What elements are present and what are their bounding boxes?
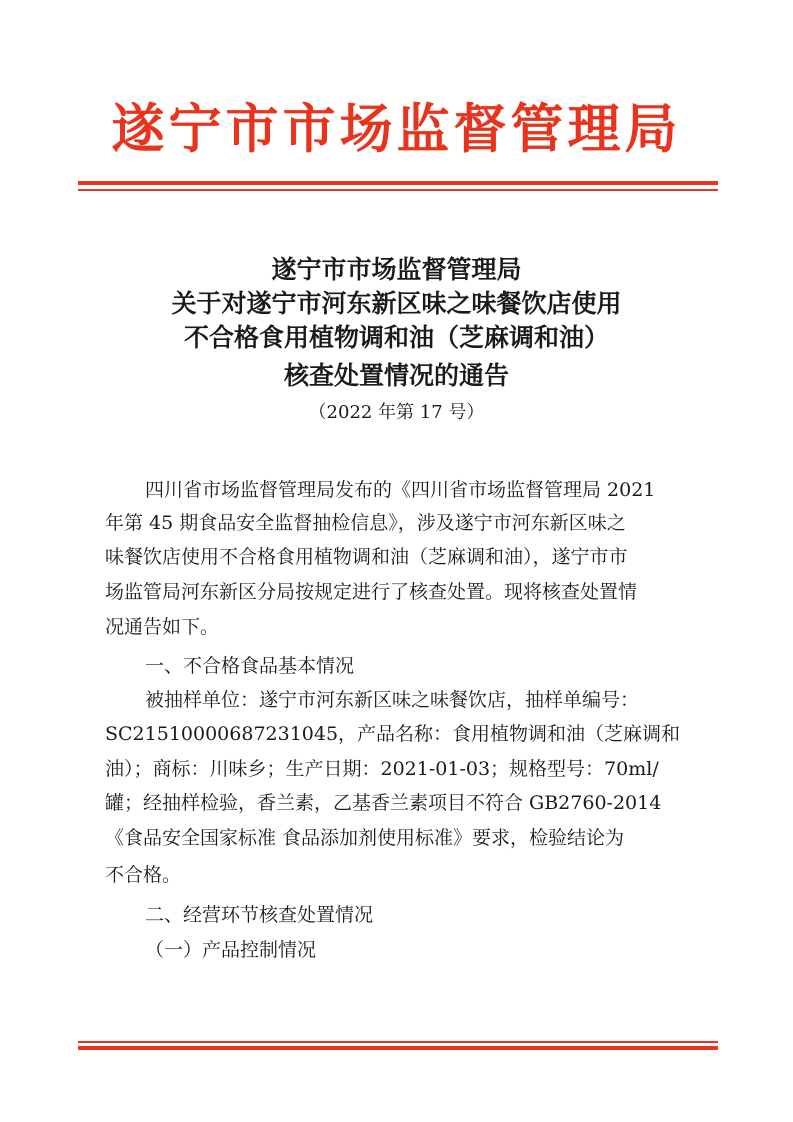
intro-line: 年第 45 期食品安全监督抽检信息》，涉及遂宁市河东新区味之 [105, 512, 626, 534]
masthead-rule-thin [78, 189, 718, 191]
intro-line: 味餐饮店使用不合格食用植物调和油（芝麻调和油），遂宁市市 [105, 546, 628, 568]
title-line-3: 不合格食用植物调和油（芝麻调和油） [183, 323, 609, 352]
section-1-line: 被抽样单位：遂宁市河东新区味之味餐饮店，抽样单编号： [145, 689, 640, 711]
document-number: （2022 年第 17 号） [308, 402, 485, 423]
section-1-heading: 一、不合格食品基本情况 [145, 655, 355, 677]
intro-line: 况通告如下。 [105, 616, 220, 638]
section-1-line: 油）；商标：川味乡；生产日期：2021-01-03；规格型号：70ml/ [105, 758, 659, 780]
footer-rule-thick [78, 1046, 718, 1050]
masthead: 遂宁市市场监督管理局 [111, 99, 682, 160]
footer-rule-thin [78, 1041, 718, 1043]
section-1-line: SC21510000687231045，产品名称：食用植物调和油（芝麻调和 [105, 723, 681, 745]
masthead-rule-thick [78, 181, 718, 185]
section-1-line: 不合格。 [105, 864, 182, 886]
section-2-subheading: （一）产品控制情况 [145, 939, 317, 961]
section-2-heading: 二、经营环节核查处置情况 [145, 904, 374, 926]
section-1-line: 《食品安全国家标准 食品添加剂使用标准》要求，检验结论为 [105, 827, 625, 849]
section-1-line: 罐；经抽样检验，香兰素，乙基香兰素项目不符合 GB2760-2014 [105, 792, 662, 814]
title-line-2: 关于对遂宁市河东新区味之味餐饮店使用 [171, 289, 622, 318]
intro-line: 场监管局河东新区分局按规定进行了核查处置。现将核查处置情 [105, 581, 638, 603]
title-line-1: 遂宁市市场监督管理局 [271, 255, 522, 284]
intro-line: 四川省市场监督管理局发布的《四川省市场监督管理局 2021 [145, 479, 656, 501]
title-line-4: 核查处置情况的通告 [283, 361, 509, 390]
